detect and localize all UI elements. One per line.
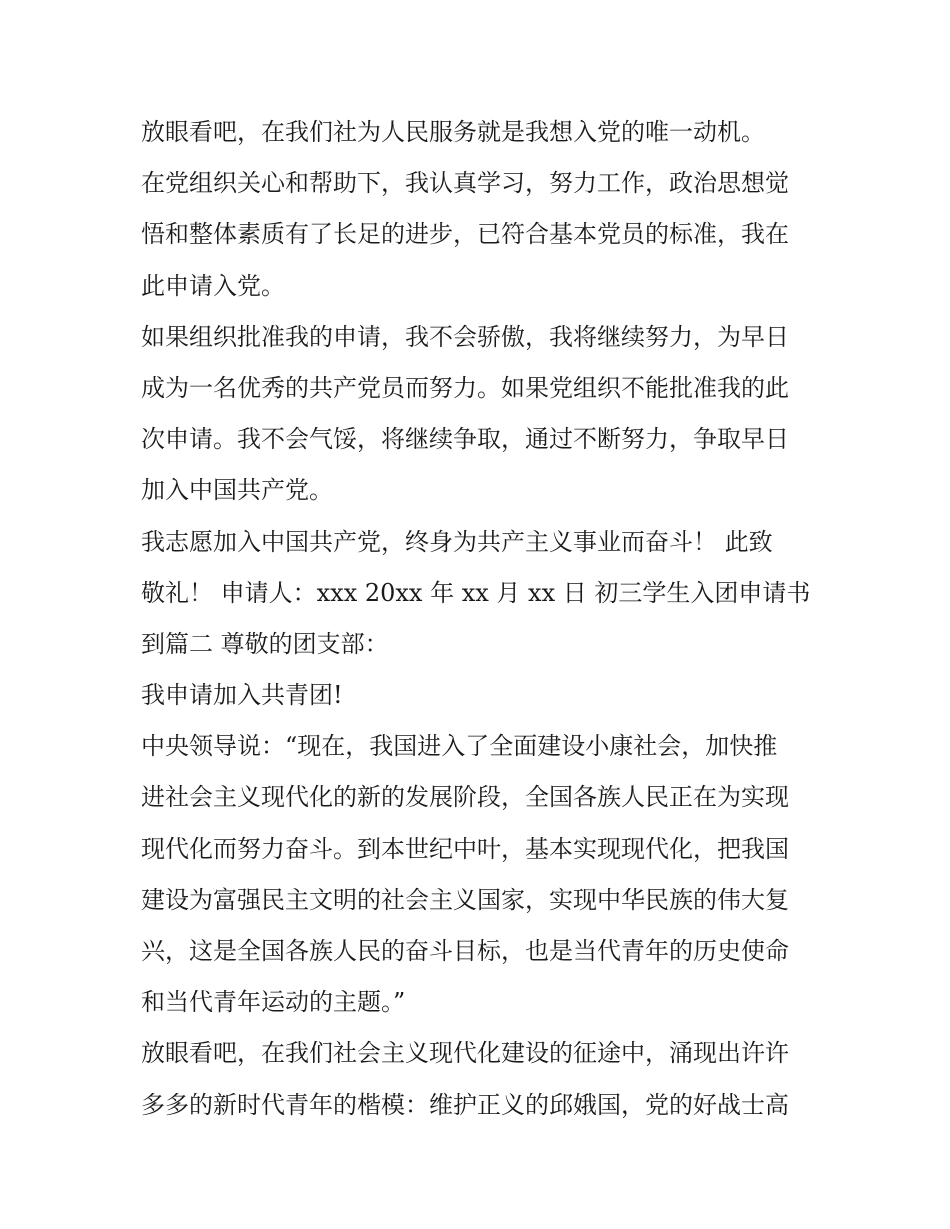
text-line: 在党组织关心和帮助下，我认真学习，努力工作，政治思想觉 [141, 169, 789, 198]
text-line: 悟和整体素质有了长足的进步，已符合基本党员的标准，我在 [141, 220, 789, 249]
text-line: 加入中国共产党。 [141, 476, 333, 505]
text-line: 中央领导说：“现在，我国进入了全面建设小康社会，加快推 [141, 732, 778, 761]
text-line: 敬礼！ 申请人：xxx 20xx 年 xx 月 xx 日 初三学生入团申请书 [141, 578, 811, 607]
text-line: 放眼看吧，在我们社会主义现代化建设的征途中，涌现出许许 [141, 1039, 789, 1068]
text-line: 进社会主义现代化的新的发展阶段，全国各族人民正在为实现 [141, 783, 789, 812]
text-line: 和当代青年运动的主题。” [141, 988, 406, 1017]
text-line: 我志愿加入中国共产党，终身为共产主义事业而奋斗！ 此致 [141, 527, 773, 556]
text-line: 现代化而努力奋斗。到本世纪中叶，基本实现现代化，把我国 [141, 834, 789, 863]
text-line: 此申请入党。 [141, 271, 285, 300]
text-line: 放眼看吧，在我们社为人民服务就是我想入党的唯一动机。 [141, 118, 765, 146]
text-line: 如果组织批准我的申请，我不会骄傲，我将继续努力，为早日 [141, 322, 789, 351]
document-body [141, 107, 821, 1131]
text-line: 多多的新时代青年的楷模：维护正义的邱娥国，党的好战士高 [141, 1090, 789, 1119]
text-line: 我申请加入共青团! [141, 681, 343, 710]
text-line: 到篇二 尊敬的团支部： [141, 629, 389, 658]
text-line: 次申请。我不会气馁，将继续争取，通过不断努力，争取早日 [141, 425, 789, 454]
text-line: 兴，这是全国各族人民的奋斗目标，也是当代青年的历史使命 [141, 937, 789, 965]
text-line: 成为一名优秀的共产党员而努力。如果党组织不能批准我的此 [141, 373, 789, 402]
text-line: 建设为富强民主文明的社会主义国家，实现中华民族的伟大复 [141, 885, 789, 914]
